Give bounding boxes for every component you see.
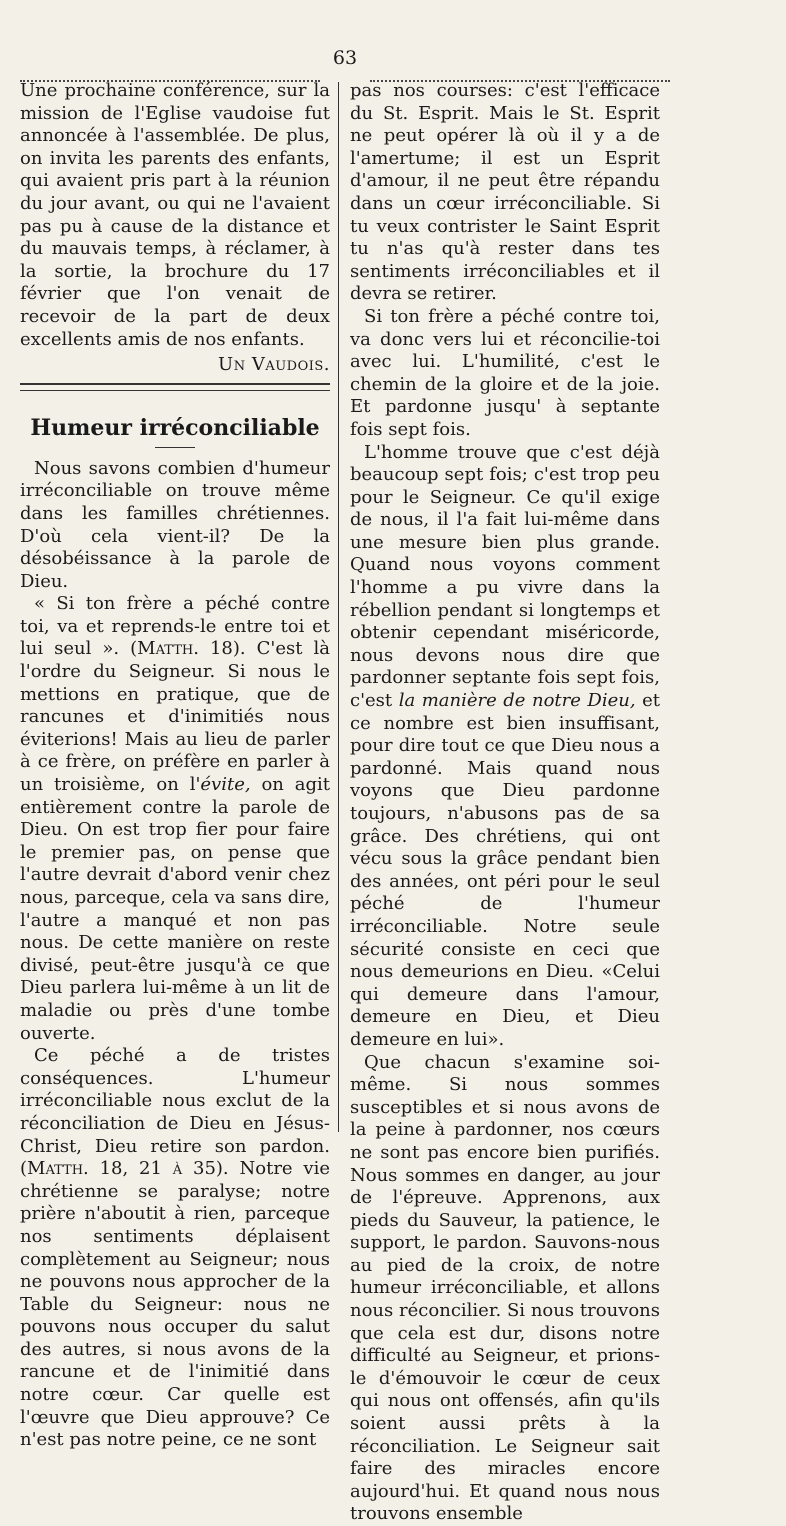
- left-column: [20, 80, 330, 1452]
- text: Notre vie chrétienne se paralyse; notre prière n'aboutit à rien, parceque nos sentiments déplaisent complètement au Seigneur; nous ne pouvons nous approcher de la Table du Seigneur: nous ne pouvons nous occuper du salut des autres, si nous avons de la rancune et de l'inimitié dans notre cœur. Car quelle est l'œuvre que Dieu approuve? Ce n'est pas notre peine, ce ne sont: [20, 1158, 330, 1451]
- article-title: Humeur irréconciliable: [30, 414, 320, 441]
- text: L'homme trouve que c'est déjà beaucoup sept fois; c'est trop peu pour le Seigneur. Ce qu'il exige de nous, il l'a fait lui-même dans une mesure bien plus grande. Quand nous voyons comment l'homme a pu vivre dans la rébellion pendant si longtemps et obtenir cependant miséricorde, nous devons nous dire que pardonner septante fois sept fois, c'est: [350, 441, 660, 712]
- running-header: [20, 40, 670, 80]
- column-divider: [338, 82, 339, 1132]
- scripture-reference: (Matth. 18).: [130, 638, 246, 660]
- scripture-reference: (Matth. 18, 21 à 35).: [20, 1158, 229, 1180]
- article-paragraph-3: [20, 1045, 330, 1452]
- article-paragraph-6: [350, 442, 660, 1052]
- section-divider: [20, 383, 330, 391]
- article-paragraph-1: Nous savons combien d'humeur irréconciliable on trouve même dans les familles chrétiennes. D'où cela vient-il? De la désobéissance à la parole de Dieu.: [20, 457, 330, 592]
- article-paragraph-5: Si ton frère a péché contre toi, va donc vers lui et réconcilie-toi avec lui. L'humilité, c'est le chemin de la gloire et de la joie. Et pardonne jusqu' à septante fois sept fois.: [350, 305, 660, 440]
- text: et ce nombre est bien insuffisant, pour dire tout ce que Dieu nous a pardonné. Mais quand nous voyons que Dieu pardonne toujours, n'abusons pas de sa grâce. Des chrétiens, qui ont vécu sous la grâce pendant bien des années, ont péri pour le seul péché de l'humeur irréconciliable. Notre seule sécurité consiste en ceci que nous demeurions en Dieu. «Celui qui demeure dans l'amour, demeure en Dieu, et Dieu demeure en lui».: [350, 690, 660, 1050]
- text: C'est là l'ordre du Seigneur. Si nous le mettions en pratique, que de rancunes et d'inimitiés nous éviterions! Mais au lieu de parler à ce frère, on préfère en parler à un troisième, on l': [20, 638, 330, 796]
- intro-paragraph: Une prochaine conférence, sur la mission de l'Eglise vaudoise fut annoncée à l'assemblée. De plus, on invita les parents des enfants, qui avaient pris part à la réunion du jour avant, ou qui ne l'avaient pas pu à cause de la distance et du mauvais temps, à réclamer, à la sortie, la brochure du 17 février que l'on venait de recevoir de la part de deux excellents amis de nos enfants.: [20, 80, 330, 350]
- signature: Un Vaudois.: [218, 354, 330, 376]
- page-number: 63: [332, 47, 358, 69]
- article-paragraph-2: [20, 593, 330, 1045]
- emphasis: évite,: [200, 774, 251, 796]
- title-ornament: [155, 447, 195, 448]
- article-paragraph-7: Que chacun s'examine soi-même. Si nous sommes susceptibles et si nous avons de la peine à pardonner, nos cœurs ne sont pas encore bien purifiés. Nous sommes en danger, au jour de l'épreuve. Apprenons, aux pieds du Sauveur, la patience, le support, le pardon. Sauvons-nous au pied de la croix, de notre humeur irréconciliable, et allons nous réconcilier. Si nous trouvons que cela est dur, disons notre difficulté au Seigneur, et prions-le d'émouvoir le cœur de ceux qui nous ont offensés, afin qu'ils soient aussi prêts à la réconciliation. Le Seigneur sait faire des miracles encore aujourd'hui. Et quand nous nous trouvons ensemble: [350, 1051, 660, 1525]
- text: Ce péché a de tristes conséquences. L'humeur irréconciliable nous exclut de la réconciliation de Dieu en Jésus-Christ, Dieu retire son pardon.: [20, 1045, 330, 1157]
- text: on agit entièrement contre la parole de Dieu. On est trop fier pour faire le premier pas, on pense que l'autre devrait d'abord venir chez nous, parceque, cela va sans dire, l'autre a manqué et non pas nous. De cette manière on reste divisé, peut-être jusqu'à ce que Dieu parlera lui-même à un lit de maladie ou près d'une tombe ouverte.: [20, 774, 330, 1044]
- article-paragraph-4: pas nos courses: c'est l'efficace du St. Esprit. Mais le St. Esprit ne peut opérer là où il y a de l'amertume; il est un Esprit d'amour, il ne peut être répandu dans un cœur irréconciliable. Si tu veux contrister le Saint Esprit tu n'as qu'à rester dans tes sentiments irréconciliables et il devra se retirer.: [350, 80, 660, 305]
- right-column: [350, 80, 660, 1526]
- emphasis: la manière de notre Dieu,: [398, 690, 636, 712]
- quote: « Si ton frère a péché contre toi, va et reprends-le entre toi et lui seul ».: [20, 593, 330, 660]
